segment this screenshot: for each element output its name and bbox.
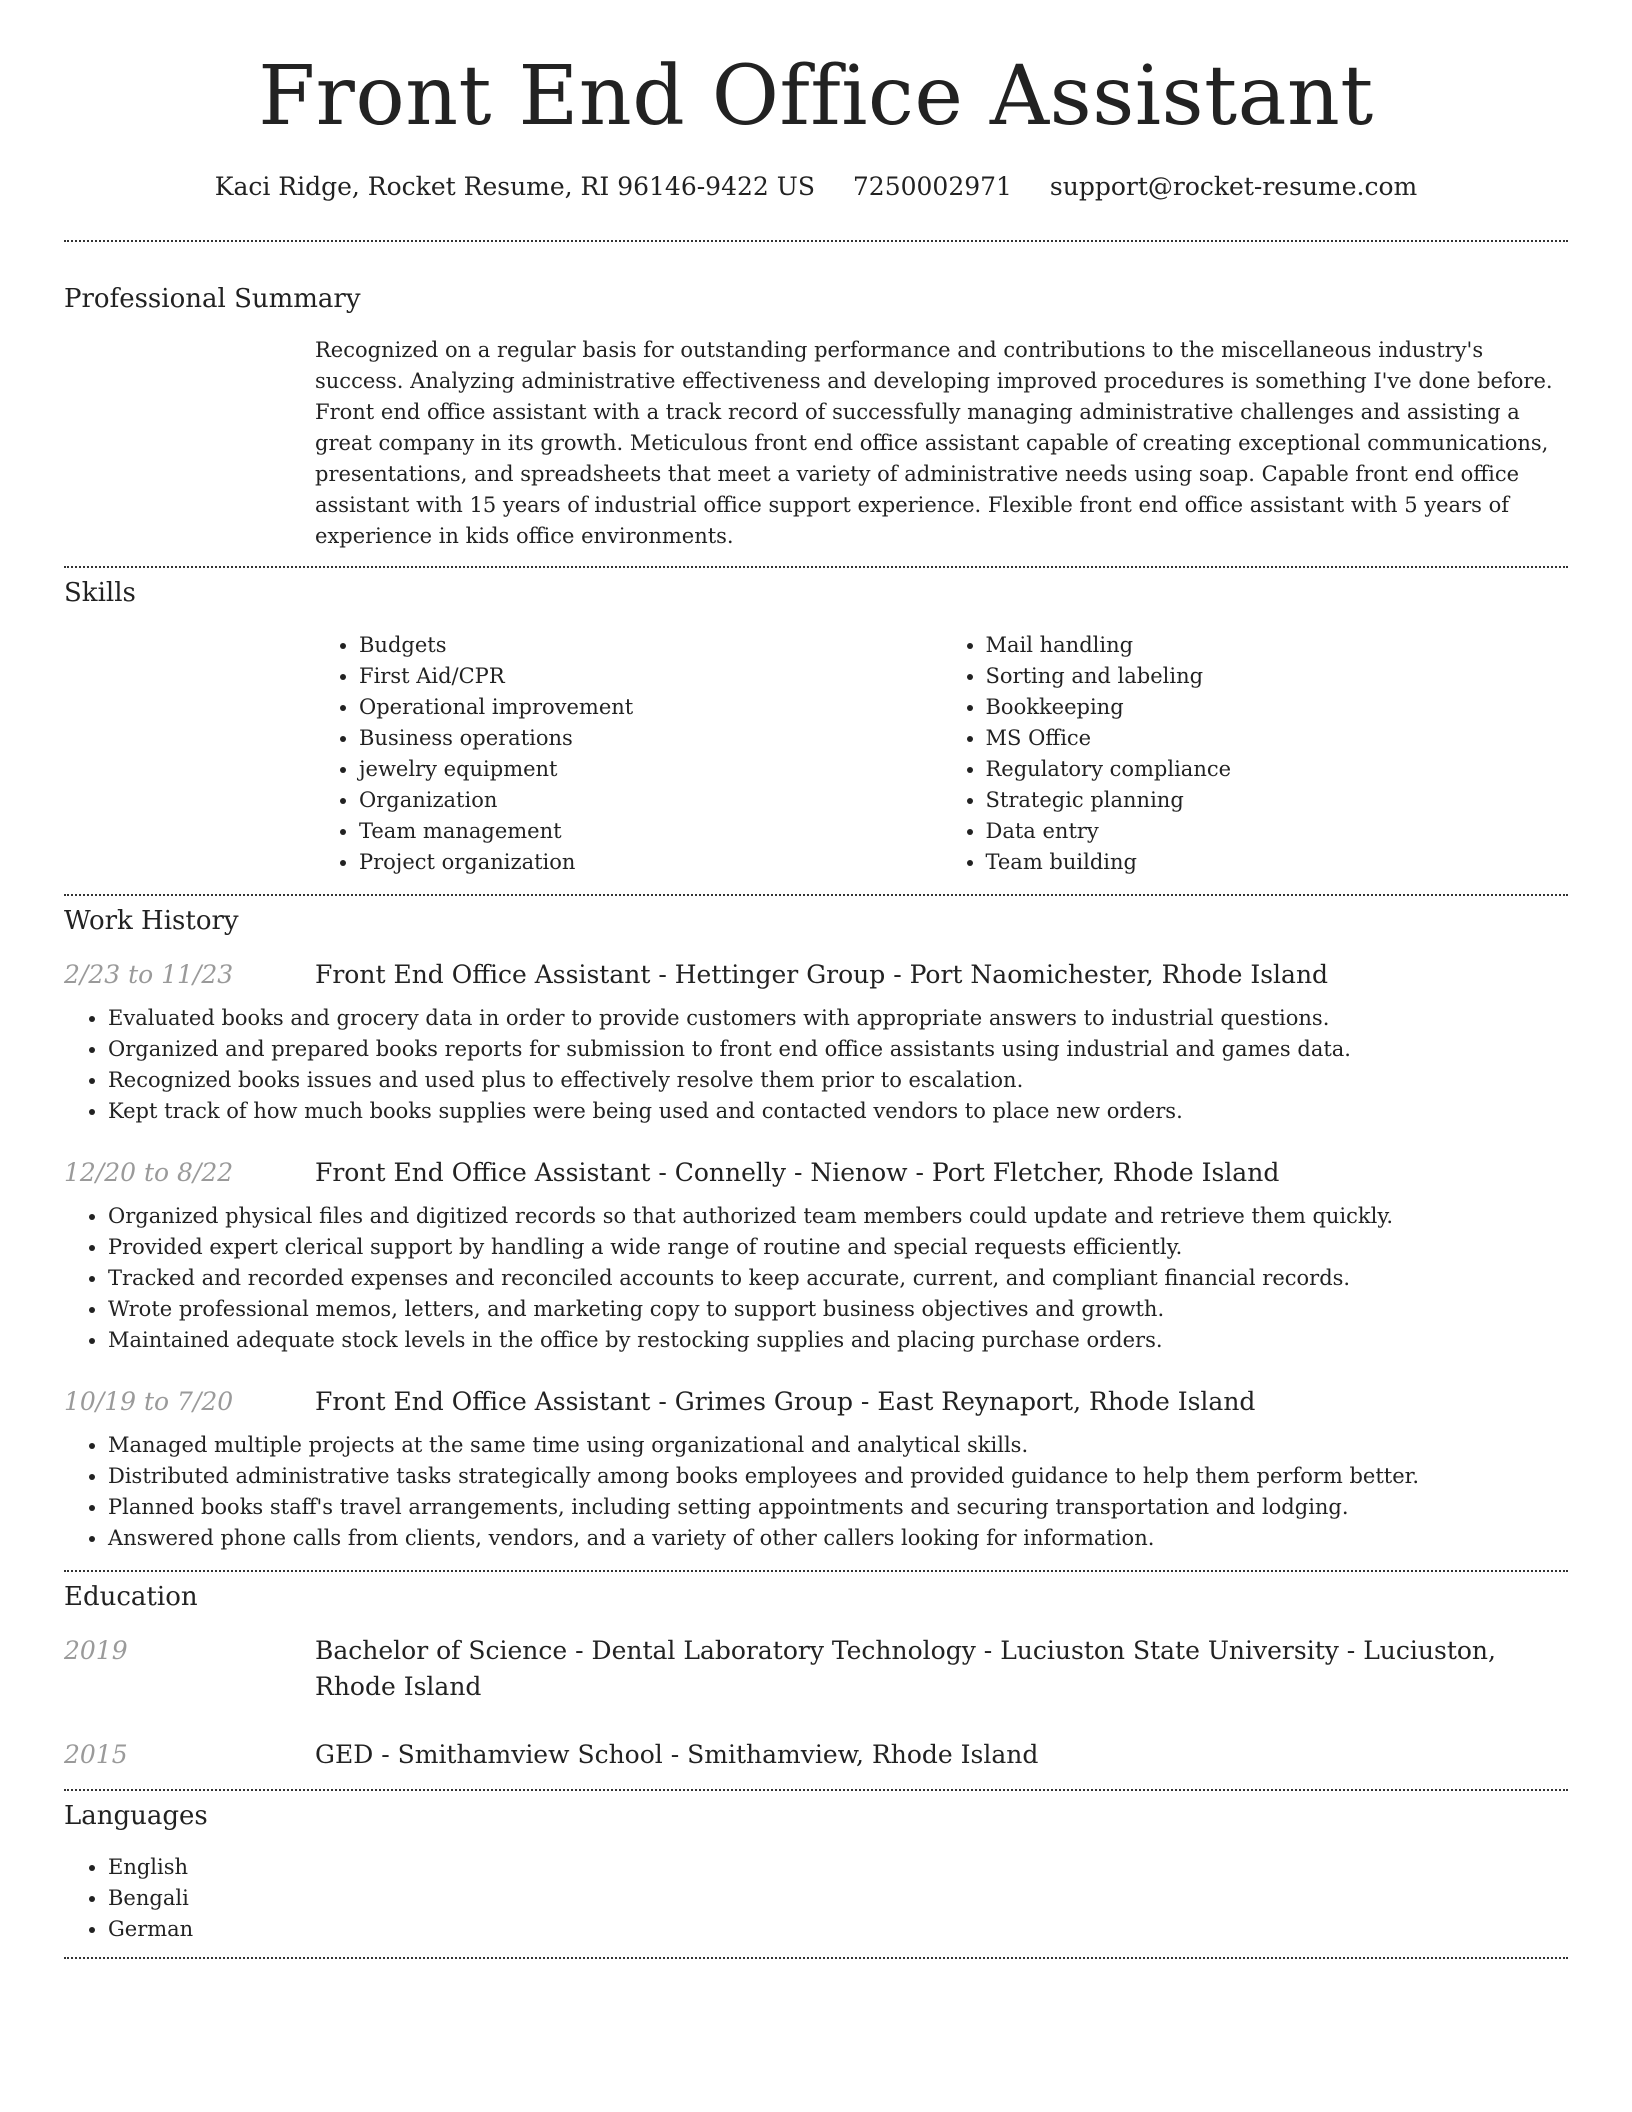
list-item: • Mail handling	[986, 630, 1569, 661]
list-item: • Recognized books issues and used plus to effectively resolve them prior to escalation.	[108, 1065, 1568, 1096]
list-item: • Sorting and labeling	[986, 661, 1569, 692]
list-item: • Answered phone calls from clients, vendors, and a variety of other callers looking for information.	[108, 1523, 1568, 1554]
education-year: 2015	[64, 1739, 128, 1769]
job-bullets	[64, 1003, 1568, 1127]
job-dates: 10/19 to 7/20	[64, 1386, 234, 1416]
divider	[64, 894, 1568, 896]
list-item: • Team management	[359, 816, 942, 847]
divider	[64, 240, 1568, 242]
divider	[64, 1957, 1568, 1959]
summary-section	[64, 284, 1568, 552]
list-item: • Distributed administrative tasks strategically among books employees and provided guidance to help them perform better.	[108, 1461, 1568, 1492]
list-item: • Managed multiple projects at the same time using organizational and analytical skills.	[108, 1430, 1568, 1461]
section-title-languages: Languages	[64, 1800, 208, 1831]
list-item: • Provided expert clerical support by handling a wide range of routine and special requests efficiently.	[108, 1232, 1568, 1263]
languages-section	[64, 1801, 1568, 1945]
list-item: • Organization	[359, 785, 942, 816]
list-item: • Project organization	[359, 847, 942, 878]
list-item: • MS Office	[986, 723, 1569, 754]
list-item: • First Aid/CPR	[359, 661, 942, 692]
list-item: • Data entry	[986, 816, 1569, 847]
skills-columns	[315, 630, 1568, 878]
summary-text: Recognized on a regular basis for outstanding performance and contributions to the miscellaneous industry's success. Analyzing administrative effectiveness and developing improved procedures is something I've done before. Front end office assistant with a track record of successfully managing administrative challenges and assisting a great company in its growth. Meticulous front end office assistant capable of creating exceptional communications, presentations, and spreadsheets that meet a variety of administrative needs using soap. Capable front end office assistant with 15 years of industrial office support experience. Flexible front end office assistant with 5 years of experience in kids office environments.	[315, 338, 1553, 549]
resume-name: Front End Office Assistant	[258, 49, 1374, 144]
contact-phone: 7250002971	[852, 172, 1012, 202]
divider	[64, 566, 1568, 568]
section-title-education: Education	[64, 1581, 198, 1612]
education-year: 2019	[64, 1635, 128, 1665]
list-item: • Evaluated books and grocery data in order to provide customers with appropriate answers to industrial questions.	[108, 1003, 1568, 1034]
list-item: • English	[108, 1852, 1568, 1883]
contact-address: Kaci Ridge, Rocket Resume, RI 96146-9422 US	[214, 172, 815, 202]
job-entry	[64, 957, 1568, 1127]
list-item: • German	[108, 1914, 1568, 1945]
work-history-section	[64, 906, 1568, 1554]
skills-section	[64, 578, 1568, 877]
education-entry	[64, 1633, 1568, 1705]
section-title-work-history: Work History	[64, 905, 239, 936]
contact-email: support@rocket-resume.com	[1049, 172, 1418, 202]
education-entry	[64, 1737, 1568, 1773]
list-item: • Kept track of how much books supplies were being used and contacted vendors to place new orders.	[108, 1096, 1568, 1127]
list-item: • Maintained adequate stock levels in the office by restocking supplies and placing purchase orders.	[108, 1325, 1568, 1356]
languages-list	[64, 1852, 1568, 1945]
section-title-skills: Skills	[64, 578, 136, 609]
job-heading: Front End Office Assistant - Connelly - Nienow - Port Fletcher, Rhode Island	[315, 1157, 1280, 1187]
job-entry	[64, 1155, 1568, 1356]
list-item: • Business operations	[359, 723, 942, 754]
list-item: • Budgets	[359, 630, 942, 661]
job-bullets	[64, 1430, 1568, 1554]
contact-line	[64, 172, 1568, 202]
education-heading: Bachelor of Science - Dental Laboratory Technology - Luciuston State University - Luciuston, Rhode Island	[315, 1635, 1496, 1701]
education-heading: GED - Smithamview School - Smithamview, Rhode Island	[315, 1739, 1039, 1769]
divider	[64, 1570, 1568, 1572]
job-bullets	[64, 1201, 1568, 1356]
education-section	[64, 1582, 1568, 1773]
job-entry	[64, 1384, 1568, 1554]
list-item: • Tracked and recorded expenses and reconciled accounts to keep accurate, current, and compliant financial records.	[108, 1263, 1568, 1294]
job-heading: Front End Office Assistant - Grimes Group - East Reynaport, Rhode Island	[315, 1386, 1256, 1416]
job-heading: Front End Office Assistant - Hettinger Group - Port Naomichester, Rhode Island	[315, 959, 1329, 989]
job-dates: 2/23 to 11/23	[64, 959, 234, 989]
list-item: • Strategic planning	[986, 785, 1569, 816]
list-item: • Planned books staff's travel arrangements, including setting appointments and securing transportation and lodging.	[108, 1492, 1568, 1523]
list-item: • jewelry equipment	[359, 754, 942, 785]
list-item: • Bengali	[108, 1883, 1568, 1914]
list-item: • Regulatory compliance	[986, 754, 1569, 785]
list-item: • Operational improvement	[359, 692, 942, 723]
list-item: • Team building	[986, 847, 1569, 878]
divider	[64, 1789, 1568, 1791]
list-item: • Organized physical files and digitized records so that authorized team members could update and retrieve them quickly.	[108, 1201, 1568, 1232]
skills-list-left	[315, 630, 942, 878]
list-item: • Bookkeeping	[986, 692, 1569, 723]
section-title-summary: Professional Summary	[64, 284, 361, 315]
list-item: • Wrote professional memos, letters, and marketing copy to support business objectives and growth.	[108, 1294, 1568, 1325]
job-dates: 12/20 to 8/22	[64, 1157, 234, 1187]
list-item: • Organized and prepared books reports for submission to front end office assistants using industrial and games data.	[108, 1034, 1568, 1065]
skills-list-right	[942, 630, 1569, 878]
